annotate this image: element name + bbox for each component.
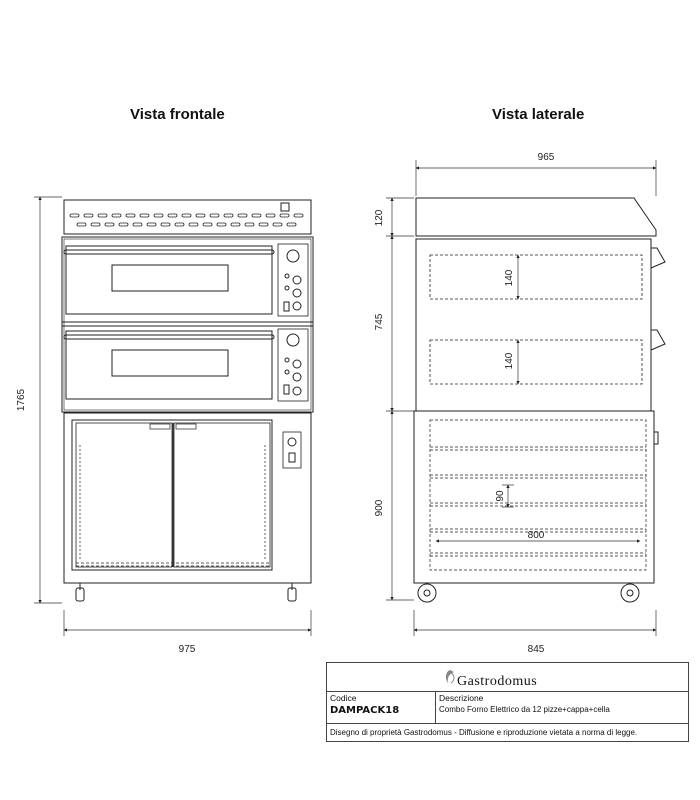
title-block	[326, 662, 689, 742]
gastrodomus-logo-icon	[443, 669, 457, 685]
front-oven-2	[64, 329, 308, 401]
ownership-notice: Disegno di proprietà Gastrodomus - Diffusione e riproduzione vietata a norma di legge.	[330, 728, 638, 737]
front-height-label: 1765	[16, 388, 27, 412]
side-chamber-1	[430, 255, 642, 299]
hood-height-label: 120	[374, 209, 385, 227]
side-depth-label: 845	[527, 644, 545, 655]
front-hood-vents	[70, 214, 303, 226]
side-handle-1	[651, 248, 665, 268]
side-handle-2	[651, 330, 665, 350]
side-oven-body	[416, 239, 651, 411]
cell-height-label: 900	[374, 499, 385, 517]
description-cell	[436, 691, 688, 723]
chamber1-height-label: 140	[504, 269, 515, 287]
shelf-spacing-label: 90	[495, 490, 506, 502]
side-view-title: Vista laterale	[492, 106, 585, 123]
ovens-height-label: 745	[374, 313, 385, 331]
description-label: Descrizione	[439, 693, 484, 703]
side-width-label: 965	[537, 152, 555, 163]
side-cell-body	[414, 411, 654, 583]
side-view	[414, 198, 665, 602]
code-description-row	[327, 691, 688, 724]
code-cell	[327, 691, 436, 723]
front-oven-block	[62, 237, 313, 412]
front-hood-switch	[281, 203, 289, 211]
front-view	[62, 200, 313, 601]
code-label: Codice	[330, 693, 357, 703]
side-cell-inner	[430, 420, 646, 570]
shelf-depth-label: 800	[527, 530, 545, 541]
front-oven-1	[64, 244, 308, 316]
front-view-title: Vista frontale	[130, 106, 225, 123]
front-wheels	[76, 583, 296, 601]
side-chamber-2	[430, 340, 642, 384]
front-proofing-cell	[64, 413, 311, 583]
side-hood	[416, 198, 656, 236]
brand-row	[327, 663, 688, 692]
side-wheels	[418, 583, 639, 602]
product-description: Combo Forno Elettrico da 12 pizze+cappa+cella	[439, 705, 610, 714]
product-code: DAMPACK18	[330, 705, 400, 716]
brand-name: Gastrodomus	[457, 674, 538, 689]
front-width-label: 975	[178, 644, 196, 655]
chamber2-height-label: 140	[504, 352, 515, 370]
